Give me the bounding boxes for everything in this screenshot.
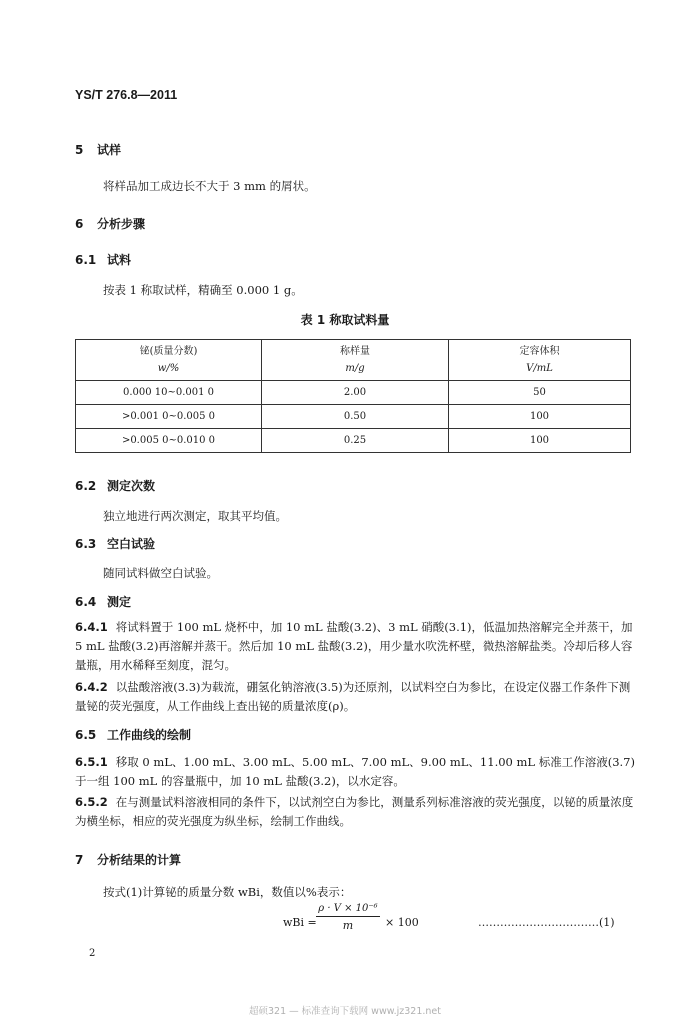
formula-denominator: m [342,919,354,932]
section-6-4-heading: 6.4 测定 [75,595,132,609]
table-row [76,405,631,429]
header-cell-mass: 称样量 m/g [262,340,449,381]
section-6-3-text: 随同试料做空白试验。 [103,566,218,580]
table-cell: 2.00 [262,381,449,405]
fraction-bar [316,916,380,917]
formula-numerator: ρ · V × 10⁻⁶ [318,903,378,914]
section-7-text: 按式(1)计算铋的质量分数 wBi，数值以%表示： [103,885,352,899]
table-cell: 100 [449,405,631,429]
section-7-heading: 7 分析结果的计算 [75,853,182,867]
sample-weight-table [75,339,631,453]
table-cell: 100 [449,429,631,453]
paragraph-6-4-2: 6.4.2 以盐酸溶液(3.3)为载流，硼氢化钠溶液(3.5)为还原剂，以试料空白为参比，在设定仪器工作条件下测量铋的荧光强度，从工作曲线上查出铋的质量浓度(ρ)。 [75,680,631,713]
table-cell: 0.000 10~0.001 0 [76,381,262,405]
section-5-heading: 5 试样 [75,143,122,157]
table-row [76,381,631,405]
section-6-2-text: 独立地进行两次测定，取其平均值。 [103,509,287,523]
section-6-3-heading: 6.3 空白试验 [75,537,156,551]
formula-lhs: wBi = [283,916,317,929]
table-cell: >0.001 0~0.005 0 [76,405,262,429]
section-6-heading: 6 分析步骤 [75,217,146,231]
header-cell-volume: 定容体积 V/mL [449,340,631,381]
table-cell: 0.25 [262,429,449,453]
table-cell: 50 [449,381,631,405]
page-number: 2 [89,948,96,959]
formula-label: ……………………………(1) [478,916,615,929]
table-caption: 表 1 称取试料量 [300,313,390,327]
section-6-5-heading: 6.5 工作曲线的绘制 [75,728,192,742]
paragraph-6-4-1: 6.4.1 将试料置于 100 mL 烧杯中，加 10 mL 盐酸(3.2)、3 mL 硝酸(3.1)，低温加热溶解完全并蒸干，加 5 mL 盐酸(3.2)再溶解并蒸干。然后加 10 mL 盐酸(3.2)，用少量水吹洗杯壁，微热溶解盐类。冷却后移人容量瓶，用水稀释至刻度，混匀。 [75,620,633,672]
formula-tail: × 100 [385,916,419,929]
paragraph-6-5-2: 6.5.2 在与测量试料溶液相同的条件下，以试剂空白为参比，测量系列标准溶液的荧光强度，以铋的质量浓度为横坐标，相应的荧光强度为纵坐标，绘制工作曲线。 [75,795,634,828]
standard-number: YS/T 276.8—2011 [75,88,178,102]
section-6-2-heading: 6.2 测定次数 [75,479,156,493]
section-5-text: 将样品加工成边长不大于 3 mm 的屑状。 [103,179,316,193]
table-cell: >0.005 0~0.010 0 [76,429,262,453]
header-cell-bismuth: 铋(质量分数) w/% [76,340,262,381]
formula-fraction [316,903,380,932]
table-header-row [76,340,631,381]
table-row [76,429,631,453]
paragraph-6-5-1: 6.5.1 移取 0 mL、1.00 mL、3.00 mL、5.00 mL、7.00 mL、9.00 mL、11.00 mL 标准工作溶液(3.7)于一组 100 mL 的容量瓶中，加 10 mL 盐酸(3.2)，以水定容。 [75,755,635,788]
footer-watermark: 超硕321 — 标准查询下载网 www.jz321.net [248,1006,442,1017]
table-cell: 0.50 [262,405,449,429]
section-6-1-text: 按表 1 称取试样，精确至 0.000 1 g。 [103,283,303,297]
section-6-1-heading: 6.1 试料 [75,253,132,267]
